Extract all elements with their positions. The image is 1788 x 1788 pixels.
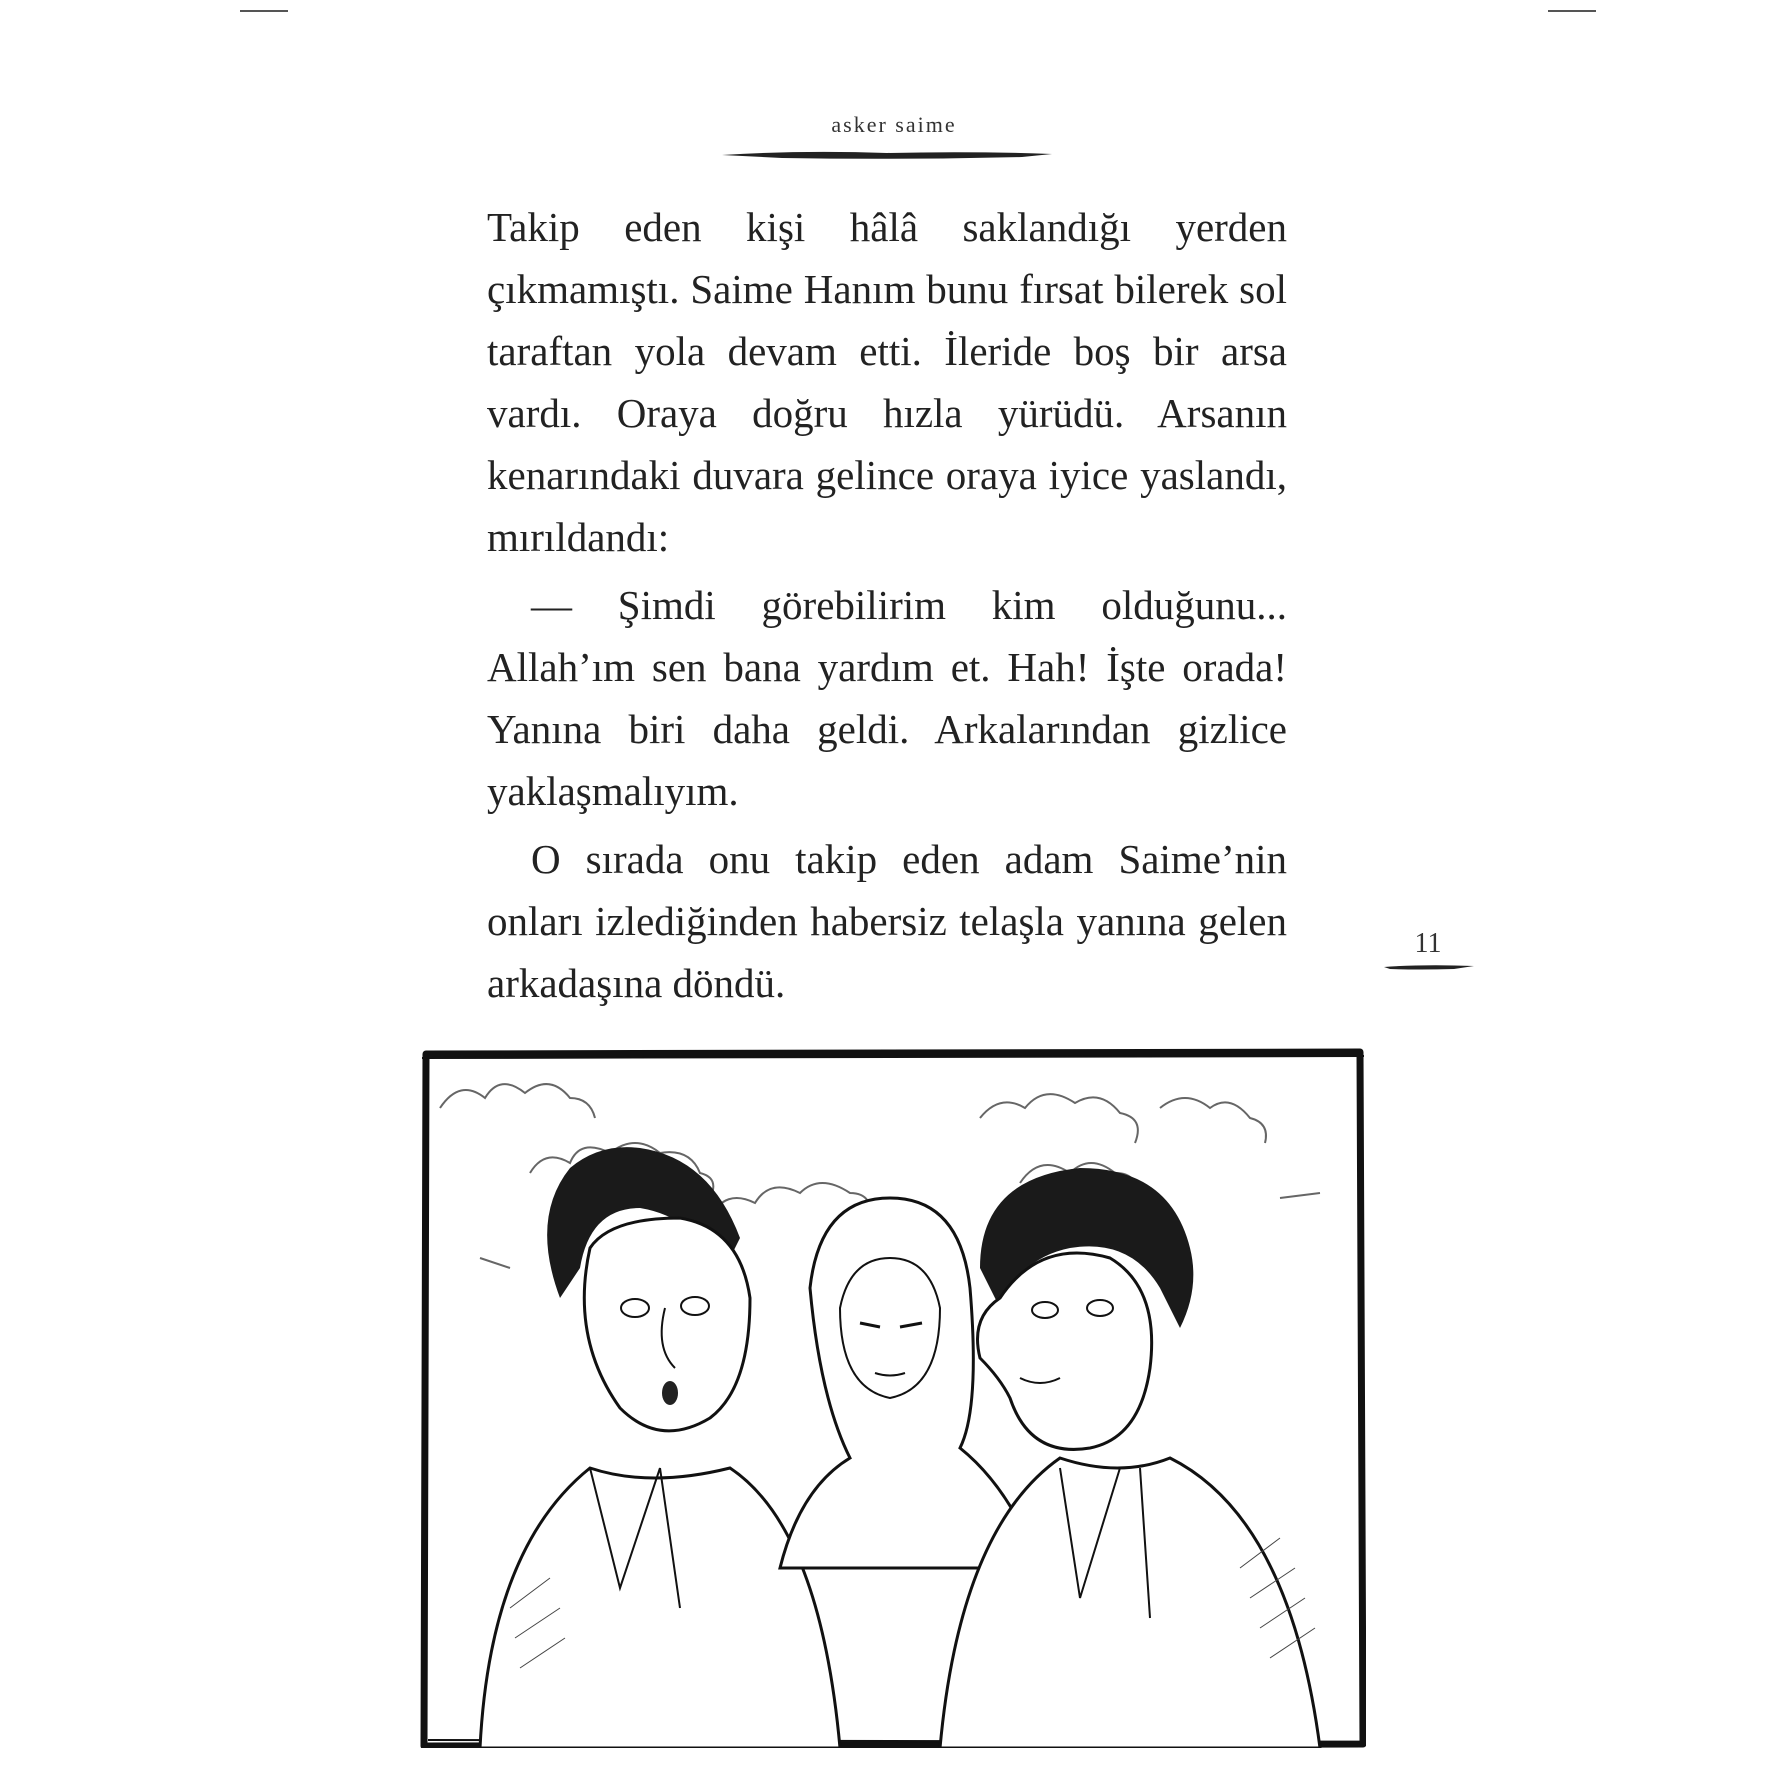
crop-mark-right <box>1548 10 1596 12</box>
page-number-rule <box>1384 962 1474 972</box>
figure-left-man <box>480 1147 840 1748</box>
page-number: 11 <box>1414 928 1442 959</box>
illustration <box>420 1048 1366 1748</box>
running-head: asker saime <box>831 112 957 137</box>
paragraph-3: O sırada onu takip eden adam Saime’nin onları izlediğinden habersiz telaşla yanına gelen arkadaşına döndü. <box>487 836 1287 1006</box>
body-text <box>487 196 1287 1014</box>
paragraph-2: — Şimdi görebilirim kim olduğunu... Allah’ım sen bana yardım et. Hah! İşte orada! Yanına biri daha geldi. Arkalarından gizlice yaklaşmalıyım. <box>487 582 1287 814</box>
crop-mark-left <box>240 10 288 12</box>
running-head-rule <box>722 148 1052 162</box>
paragraph-1: Takip eden kişi hâlâ saklandığı yerden çıkmamıştı. Saime Hanım bunu fırsat bilerek sol taraftan yola devam etti. İleride boş bir arsa vardı. Oraya doğru hızla yürüdü. Arsanın kenarındaki duvara gelince oraya iyice yaslandı, mırıldandı: <box>487 204 1287 560</box>
